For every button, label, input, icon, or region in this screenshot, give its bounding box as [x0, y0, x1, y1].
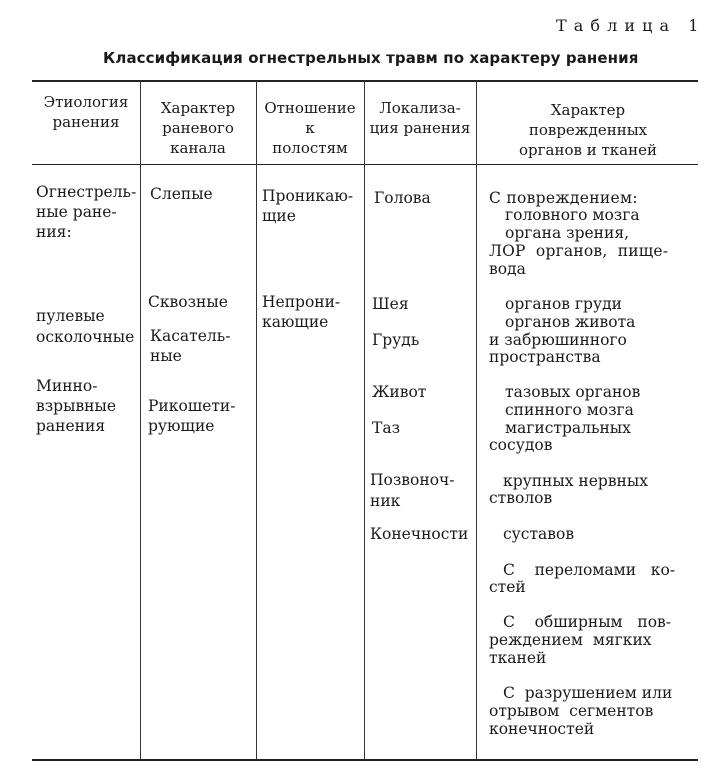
- cavity-penetrating: Проникаю- щие: [262, 187, 354, 225]
- column-divider-2: [256, 81, 257, 759]
- localization-abdomen: Живот: [372, 383, 427, 401]
- etiology-bullet-fragment: пулевые осколочные: [36, 307, 135, 346]
- damage-retroperitoneal: и забрюшинного: [489, 331, 627, 349]
- channel-ricochet: Рикошети- рующие: [148, 397, 236, 435]
- damage-vision: органа зрения,: [505, 224, 630, 242]
- damage-brain: головного мозга: [505, 206, 640, 224]
- damage-fractures-cont: стей: [489, 578, 526, 596]
- damage-destruction: С разрушением или: [503, 684, 673, 702]
- damage-destruction-3: конечностей: [489, 720, 595, 738]
- damage-ent: ЛОР органов, пище-: [489, 242, 669, 260]
- header-etiology: Этиология ранения: [43, 93, 129, 131]
- etiology-mine-explosive: Минно- взрывные ранения: [36, 377, 117, 435]
- header-localization: Локализа- ция ранения: [369, 99, 471, 137]
- damage-abdominal-organs: органов живота: [505, 313, 636, 331]
- localization-spine: Позвоноч- ник: [370, 471, 455, 510]
- table-bottom-rule: [32, 759, 698, 761]
- column-divider-1: [140, 81, 141, 759]
- localization-chest: Грудь: [372, 331, 420, 349]
- header-cavities: Отношение к полостям: [264, 99, 356, 157]
- damage-chest-organs: органов груди: [505, 295, 622, 313]
- damage-joints: суставов: [503, 525, 575, 543]
- localization-limbs: Конечности: [370, 525, 469, 543]
- header-wound-channel: Характер раневого канала: [160, 99, 236, 157]
- damage-soft-tissue-3: тканей: [489, 649, 547, 667]
- column-divider-4: [476, 81, 477, 759]
- channel-blind: Слепые: [150, 185, 213, 203]
- damage-injury-heading: С повреждением:: [489, 189, 638, 207]
- damage-main-vessels: магистральных: [505, 419, 631, 437]
- damage-spinal-cord: спинного мозга: [505, 401, 634, 419]
- damage-nerves-cont: стволов: [489, 489, 553, 507]
- channel-through: Сквозные: [148, 293, 228, 311]
- damage-retroperitoneal-cont: пространства: [489, 348, 601, 366]
- damage-soft-tissue-2: реждением мягких: [489, 631, 652, 649]
- damage-fractures: С переломами ко-: [503, 561, 676, 579]
- localization-pelvis: Таз: [372, 419, 401, 437]
- damage-ent-cont: вода: [489, 260, 526, 278]
- table-caption: Классификация огнестрельных травм по характеру ранения: [103, 49, 639, 67]
- damage-pelvic-organs: тазовых органов: [505, 383, 641, 401]
- damage-vessels-cont: сосудов: [489, 436, 553, 454]
- table-number-label: Т а б л и ц а 1: [556, 16, 700, 35]
- damage-soft-tissue: С обширным пов-: [503, 613, 672, 631]
- cavity-nonpenetrating: Непрони- кающие: [262, 293, 341, 331]
- damage-nerves: крупных нервных: [503, 472, 648, 490]
- etiology-firearm: Огнестрель- ные ране- ния:: [36, 183, 137, 241]
- column-divider-3: [364, 81, 365, 759]
- damage-destruction-2: отрывом сегментов: [489, 702, 654, 720]
- localization-head: Голова: [374, 189, 431, 207]
- header-damage: Характер поврежденных органов и тканей: [519, 101, 657, 159]
- channel-tangential: Касатель- ные: [150, 327, 231, 365]
- localization-neck: Шея: [372, 295, 409, 313]
